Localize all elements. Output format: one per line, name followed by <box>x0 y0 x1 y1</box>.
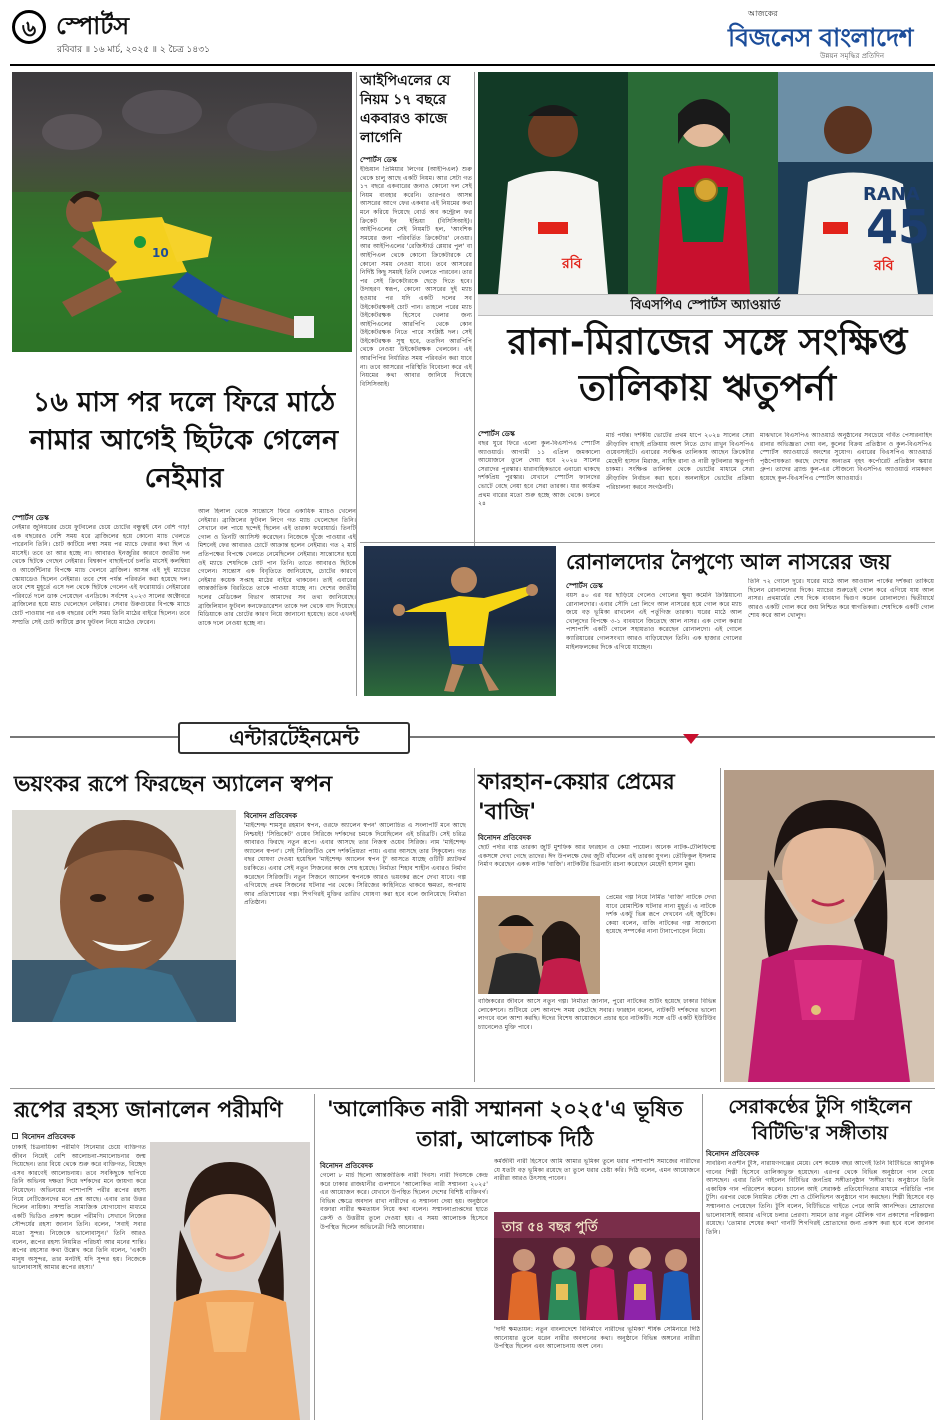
ipl-byline: স্পোর্টস ডেস্ক <box>360 156 397 164</box>
porimoni-byline-icon <box>12 1133 18 1139</box>
tusi-photo <box>724 770 934 1082</box>
serakontho-body: সাবরিনা নওশীন টুসি, নারায়ণগঞ্জের মেয়ে। বেশ কয়েক বছর আগেই তিনি বিটিভিতে আধুনিক গানের শিল্পী হিসেবে তালিকাভুক্ত হয়েছেন। এরপর থেকে বিভিন্ন অনুষ্ঠানে গান গেয়ে আসছেন। এবার তিনি গাইলেন বিটিভির জনপ্রিয় সঙ্গীতানুষ্ঠান 'সঙ্গীতা'য়। অনুষ্ঠানে তিনি একাধিক গান পরিবেশন করেন। চ্যানেল আই সেরাকণ্ঠ প্রতিযোগিতার মাধ্যমে পরিচিতি পান টুসি। এরপর থেকে নিয়মিত স্টেজ শো ও টেলিভিশন অনুষ্ঠানে গান করছেন। শিল্পী হিসেবে বড় সম্মাননাও পেয়েছেন তিনি। টুসি বলেন, বিটিভিতে গাইতে পেরে আমি আনন্দিত। শ্রোতাদের ভালোবাসাই আমার এগিয়ে চলার প্রেরণা। সামনে তার নতুন মৌলিক গান প্রকাশের পরিকল্পনা রয়েছে। 'তোমার শেষের কথা' গানটি শিগগিরই শ্রোতাদের জন্য প্রকাশ করা হবে বলে জানান তিনি। <box>706 1160 934 1236</box>
award-banner-text: বিএসপিএ স্পোর্টস অ্যাওয়ার্ড <box>630 298 781 313</box>
farhan-headline: ফারহান-কেয়ার প্রেমের 'বাজি' <box>478 770 675 825</box>
allen-body: 'মাইশেল্ফ শামসুর রহমান স্বপন, ওরফে অ্যালেন স্বপন' আলোচিত এ সংলাপটি মনে আছে নিশ্চয়ই! 'সিন্ডিকেট' ওয়েব সিরিজে দর্শকদের চমকে দিয়েছিলেন এই চরিত্রটি। সেই চরিত্র আবারও ফিরছে নতুন রূপে। এবার আসছে তার নিজস্ব ওয়েব সিরিজ। নাম 'মাইশেল্ফ অ্যালেন স্বপন'। সেই সিরিজটিও বেশ দর্শকপ্রিয়তা পায়। এবার আসছে তার সিকুয়েল। গত বছর ঘোষণা দেওয়া হয়েছিল 'মাইশেল্ফ অ্যালেন স্বপন টু' আসতে যাচ্ছে ওটিটি প্ল্যাটফর্ম চরকিতে। এবার সেই নতুন সিজনের কাজ শেষ হয়েছে। নির্মাতা শিহাব শাহীন এবারও নির্মাণ করেছেন সিরিজটি। নতুন সিজনে অ্যালেন স্বপনকে আরও ভয়ংকর রূপে দেখা যাবে। গল্প এগিয়েছে প্রথম সিজনের ঘটনার পর থেকে। সিরিজের কাহিনিতে থাকবে ক্ষমতা, অপরাধ আর প্রতিশোধের গল্প। শিগগিরই মুক্তির তারিখ ঘোষণা করা হবে বলে জানিয়েছে নির্মাতা প্রতিষ্ঠান। <box>244 822 466 907</box>
allen-headline: ভয়ংকর রূপে ফিরছেন অ্যালেন স্বপন <box>14 772 333 797</box>
award-headline: রানা-মিরাজের সঙ্গে সংক্ষিপ্ত তালিকায় ঋতুপর্না <box>507 322 908 409</box>
farhan-col3: বাজিকরের জীবনে আসে নতুন গল্প। নির্মাতা জানান, পুরো নাটকের শুটিং হয়েছে ঢাকার বিভিন্ন লোকেশনে। শুটিংয়ে বেশ আনন্দে সময় কেটেছে সবার। ফারহান বলেন, নাটকটি দর্শকদের ভালো লাগবে বলে আশা করছি। ঈদের বিশেষ আয়োজনে প্রচার হবে নাটকটি। সঙ্গে এটি একটি ইউটিউব চ্যানেলেও মুক্তি পাবে। <box>478 998 716 1031</box>
award-col1: বছর ঘুরে ফিরে এলো কুল-বিএসপিএ স্পোর্টস অ্যাওয়ার্ড। আগামী ১১ এপ্রিল জমকালো আয়োজনে তুলে দেয়া হবে ২০২৪ সালের সেরাদের পুরস্কার। ধারাবাহিকভাবে এবারো থাকছে দর্শকপ্রিয় পুরস্কার। যেখানে স্পোর্টস ফ্যানদের ভোটে বেছে নেয়া হবে সেরা তারকা। যার কার্যক্রম প্রথম বারের মতো শুরু হচ্ছে আজ থেকে। চলবে ২৪ <box>478 440 600 508</box>
porimoni-photo <box>150 1142 310 1420</box>
paper-logo: বিজনেস বাংলাদেশ <box>728 23 913 52</box>
sponsor-logo-1: রবি <box>562 256 582 272</box>
award-banner <box>478 294 933 316</box>
ronaldo-photo <box>364 546 556 696</box>
masthead <box>0 0 945 62</box>
women-photo <box>494 1212 700 1320</box>
ipl-headline: আইপিএলের যে নিয়ম ১৭ বছরে একবারও কাজে লাগেনি <box>360 73 451 146</box>
neymar-col1: নেইমার জুনিয়রের চেয়ে ফুটবলের চেয়ে চোটের বন্ধুত্বই যেন বেশি গাঢ়! এক বছরেরও বেশি সময় ধরে ব্রাজিলের হয়ে কোনো ম্যাচ খেলতে পারেননি তিনি। চোট কাটিয়ে লম্বা সময় পর ম্যাচে ফেরার কথা ছিল এ মাসেই। তবে তা আর হচ্ছে না। আবারও ইনজুরির কারণে জাতীয় দল থেকে ছিটকে গেছেন নেইমার। বিশ্বকাপ বাছাইপর্বে চলতি মাসেই কলম্বিয়া ও আর্জেন্টিনার বিপক্ষে ম্যাচ খেলবে ব্রাজিল। আসন্ন এই দুই ম্যাচের স্কোয়াডেও ছিলেন নেইমার। তবে শেষ পর্যন্ত পরিবর্তন করা হয়েছে দল। তবে শেষ মুহূর্তে এসে দল থেকে ছিটকে গেলেন এই ফরোয়ার্ড। নেইমারের পরিবর্তে দলে ডাক পেয়েছেন এনদ্রিকে। সর্বশেষ ২০২৩ সালের অক্টোবরে ব্রাজিলের হয়ে ম্যাচ খেলেছেন নেইমার। সেবার উরুগুয়ের বিপক্ষে ম্যাচে চোট পাওয়ার পর এক বছরের বেশি সময় তিনি মাঠের বাইরে ছিলেন। তবে সম্প্রতি সেই চোট কাটিয়ে ক্লাব ফুটবল নিয়ে মাঠেও ফেরেন। <box>12 524 190 626</box>
award-col2: মার্চ পর্যন্ত। দর্শকীয় ভোটের প্রথম ধাপে ২০২৪ সালের সেরা ক্রীড়াবিদ বাছাই প্রক্রিয়ায় অংশ নিতে চোখ রাখুন বিএসপিএ ওয়েবসাইটে। এবারের সংক্ষিপ্ত তালিকায় আছেন ক্রিকেটার মেহেদী হাসান মিরাজ, নাহিদ রানা ও নারী ফুটবলার ঋতুপর্ণা চাকমা। সংক্ষিপ্ত তালিকা থেকে ভোটের মাধ্যমে সেরা ক্রীড়াবিদ নির্বাচন করা হবে। অনলাইনে ভোটের প্রক্রিয়া পরিচালনা করবে সংগঠনটি। <box>606 432 754 491</box>
ronaldo-headline: রোনালদোর নৈপুণ্যে আল নাসরের জয় <box>566 550 891 574</box>
issue-date: রবিবার ॥ ১৬ মার্চ, ২০২৫ ॥ ২ চৈত্র ১৪৩১ <box>57 45 210 55</box>
serakontho-byline: বিনোদন প্রতিবেদক <box>706 1150 759 1158</box>
svg-text:10: 10 <box>152 246 169 260</box>
award-byline: স্পোর্টস ডেস্ক <box>478 430 515 438</box>
neymar-headline: ১৬ মাস পর দলে ফিরে মাঠে নামার আগেই ছিটকে গেলেন নেইমার <box>29 387 339 494</box>
porimoni-byline: বিনোদন প্রতিবেদক <box>22 1133 75 1141</box>
paper-tagline: উন্নয়ন সমৃদ্ধির প্রতিদিন <box>820 52 885 60</box>
neymar-byline: স্পোর্টস ডেস্ক <box>12 514 49 522</box>
porimoni-body: ঢাকাই চিত্রনায়িকা পরীমণি সিনেমার চেয়ে ব্যক্তিগত জীবন নিয়েই বেশি আলোচনা-সমালোচনার জন্ম দিয়েছেন। তার বিয়ে থেকে শুরু করে ব্যক্তিগত, বিচ্ছেদ এসব কারণেই আলোচনায়। তবে সবকিছুকে ছাপিয়ে তিনি অভিনয় দক্ষতা দিয়ে দর্শকদের মনে জায়গা করে নিয়েছেন। অভিনয়ের পাশাপাশি পরীর রূপের রহস্য নিয়ে নেটিজেনদের মনে প্রশ্ন আছে। এবার তার উত্তর দিলেন নায়িকা। সম্প্রতি সামাজিক যোগাযোগ মাধ্যমে একটি ভিডিও প্রকাশ করেন পরীমণি। সেখানে নিজের সৌন্দর্যের রহস্য জানান তিনি। বলেন, 'সবাই সবার মতো সুন্দর। নিজেকে ভালোবাসুন।' তিনি আরও বলেন, রূপের রহস্য নিয়মিত পরিচর্যা আর মনের শান্তি। রূপের রহস্যের কথা উল্লেখ করে তিনি বলেন, 'একটা মানুষ অসুন্দর, তার মনটাই যদি সুন্দর হয়। নিজেকে ভালোবাসাই আমার রূপের রহস্য।' <box>12 1144 146 1272</box>
women-caption: 'দাদী ক্ষমতায়ন: নতুন বাংলাদেশে বিনির্মাণে নারীদের ভূমিকা' শীর্ষক সেমিনারে দিঠি আনোয়ার তুলে ধরেন নারীর অবদানের কথা। অনুষ্ঠানে বিভিন্ন অঙ্গনের নারীরা উপস্থিত ছিলেন এবং আলোচনায় অংশ নেন। <box>494 1326 700 1351</box>
women-photo-banner: তার ৫৪ বছর পুর্তি <box>502 1220 598 1235</box>
ronaldo-col1: বয়স ৪০ এর ঘর ছাড়িয়ে গেলেও গোলের ক্ষুধা কমেনি ক্রিস্তিয়ানো রোনালদোর। এবার সৌদি প্রো লিগে আল নাসরের হয়ে গোল করে ম্যাচ জয়ে বড় ভূমিকা রাখলেন এই পর্তুগিজ তারকা। ঘরের মাঠে আল খোলুদের বিপক্ষে ৩-১ ব্যবধানে জিতেছে আল নাসর। এক গোল করার পাশাপাশি একটি গোলে সহায়তাও করেছেন রোনালদো। এই গোলে ক্যারিয়ারের গোলসংখ্যা আরও বাড়িয়েছেন তিনি। এক হাজার গোলের মাইলফলকের দিকে এগিয়ে যাচ্ছেন। <box>566 592 742 651</box>
jersey-name: RANA <box>863 184 920 205</box>
allen-byline: বিনোদন প্রতিবেদক <box>244 812 297 820</box>
serakontho-headline: সেরাকণ্ঠের টুসি গাইলেন বিটিভি'র সঙ্গীতায় <box>728 1096 912 1144</box>
farhan-photo <box>478 896 600 994</box>
section-title: স্পোর্টস <box>56 12 130 40</box>
women-byline: বিনোদন প্রতিবেদক <box>320 1162 373 1170</box>
sponsor-logo-2: রবি <box>874 258 894 274</box>
neymar-col2: আল হিলাল থেকে সান্তোসে ফিরে একাধিক ম্যাচও খেলেন নেইমার। ব্রাজিলের ফুটবল লিগে গত ম্যাচ খেলেছেন তিনি। সেখানে বল পায়ে ছন্দেই ছিলেন এই তারকা ফরোয়ার্ড। তিনটি গোল ও তিনটি অ্যাসিস্ট করেছেন। নিজেকে খুঁজে পাওয়ার এই মিশনেই ফের আবারও চোটে আক্রান্ত হলেন নেইমার। গত ২ মার্চ প্রতিপক্ষের বিপক্ষে খেলতে নেমেছিলেন নেইমার। সান্তোসের হয়ে ওই ম্যাচে শেষদিকে চোট পান তিনি। তাতে আবারও ছিটকে গেলেন। সান্তোস এক বিবৃতিতে জানিয়েছে, চোটের কারণে নেইমার কয়েক সপ্তাহ মাঠের বাইরে থাকবেন। তাই এবারের আন্তর্জাতিক বিরতিতে তাকে পাওয়া যাচ্ছে না। দেশের জাতীয় দলের মেডিকেল বিভাগ আমাদের সব তথ্য জানিয়েছে। ব্রাজিলিয়ান ফুটবল কনফেডারেশন তাকে দল থেকে বাদ দিয়েছে। মিডিয়াকে তার চোটের কারণ নিয়ে জানানো হয়েছে। তবে এখনই তাকে দলে নেওয়া হচ্ছে না। <box>198 508 356 627</box>
farhan-col1: ছোট পর্দার ব্যস্ত তারকা জুটি মুশফিক আর ফারহান ও কেয়া পায়েল। অনেক নাটক-টেলিফিল্মে একসঙ্গে দেখা গেছে তাদের। ঈদ উপলক্ষে ফের জুটি বাঁধলেন এই তারকা যুগল। তৌফিকুল ইসলাম নির্মাণ করেছেন একক নাটক 'বাজি'। নাটকটির চিত্রনাট্য রচনা করেছেন মেহেদী হাসান মুন্না। <box>478 844 716 869</box>
paper-prefix: আজকের <box>748 9 778 18</box>
allen-photo <box>12 810 236 1022</box>
ronaldo-byline: স্পোর্টস ডেস্ক <box>566 582 603 590</box>
women-col1: গেলো ৮ মার্চ ছিলো আন্তর্জাতিক নারী দিবস। নারী দিবসকে কেন্দ্র করে ঢাকার রাজধানীর গুলশানে 'আলোকিত নারী সম্মাননা ২০২৫' এর আয়োজন করে। যেখানে উপস্থিত ছিলেন দেশের বিশিষ্ট ব্যক্তিবর্গ। বিভিন্ন ক্ষেত্রে অবদান রাখা নারীদের এ সম্মাননা দেয়া হয়। অনুষ্ঠানে বক্তারা নারীর ক্ষমতায়ন নিয়ে কথা বলেন। সম্মাননাপ্রাপ্তদের হাতে ক্রেস্ট ও উত্তরীয় তুলে দেওয়া হয়। এ সময় আলোচক হিসেবে উপস্থিত ছিলেন অভিনেত্রী দিঠি আনোয়ার। <box>320 1172 488 1231</box>
award-photo <box>478 72 933 294</box>
entertainment-banner <box>178 722 410 754</box>
neymar-photo <box>12 72 352 352</box>
entertainment-title: এন্টারটেইনমেন্ট <box>228 726 360 750</box>
jersey-number: 45 <box>866 200 931 254</box>
ipl-body: ইন্ডিয়ান প্রিমিয়ার লিগের (আইপিএল) শুরু থেকে চালু আছে একটি নিয়ম। আর সেটা গত ১৭ বছরে একবারের জন্যও কোনো দল সেই নিয়ম ব্যবহার করেনি। তারপরও আসন্ন আসরের আগে ফের একবার এই নিয়মের কথা মনে করিয়ে দিয়েছে বোর্ড অব কন্ট্রোল ফর ক্রিকেট ইন ইন্ডিয়া (বিসিসিআই)। আইপিএলের সেই নিয়মটি হল, 'আংশিক সময়ের জন্য পরিবর্তিত ক্রিকেটার' নেওয়া। আর আইপিএলের 'রেজিস্টার্ড প্লেয়ার পুল' বা আইপিএল থেকে কোনো ক্রিকেটারকে যে কোনো সময় নেওয়া যাবে। তবে আসরের নির্দিষ্ট কিছু সময়ই তিনি খেলতে পারবেন। তার পর সেই ক্রিকেটারকে ছেড়ে দিতে হবে। উদাহরণ স্বরূপ, কোনো আসরের দুই ম্যাচ হওয়ার পর যদি একটি দলের সব উইকেটরক্ষকই চোট পান। তাহলে পরের ম্যাচ উইকেটরক্ষক হিসেবে খেলার জন্য আইপিএলের আরপিপি থেকে কোন উইকেটরক্ষক নিতে পারে সংশ্লিষ্ট দল। সেই উইকেটরক্ষক সুস্থ হবে, ততদিন আরপিপি থেকে নেওয়া উইকেটরক্ষক খেলবেন। এই আরপিপির নির্ধারিত সময় পরিবর্তন করা যাবে না। তবে আসরের পরিস্থিতি বিবেচনা করে এই নিয়মের কথা আবার জানিয়ে দিয়েছে বিসিসিআই। <box>360 166 472 388</box>
award-col3: মাঝখানে বিএসপিএ অ্যাওয়ার্ড অনুষ্ঠানের সবচেয়ে গর্বিত পেসারনাহিদ রানার অভিজ্ঞতা দেয়া বল, কুলের বিক্রয় প্রতিষ্ঠান ও কুল-বিএসপিএ স্পোর্টস অ্যাওয়ার্ডে অংশের সুযোগ। এবারের বিএসপিএ অ্যাওয়ার্ড পৃষ্ঠপোষকতা করছে দেশের অন্যতম বৃহৎ কর্পোরেট প্রতিষ্ঠান স্কয়ার গ্রুপ। তাদের ব্র্যান্ড কুল-এর সৌজন্যে বিএসপিএ অ্যাওয়ার্ড নামকরণ হয়েছে কুল-বিএসপিএ স্পোর্টস অ্যাওয়ার্ড। <box>760 432 932 482</box>
farhan-col2: প্রেমের গল্প নিয়ে নির্মিত 'বাজি' নাটকে দেখা যাবে রোমান্টিক ঘটনার নানা মুহূর্ত। এ নাটকে দর্শক একটু ভিন্ন রূপে দেখবেন এই জুটিকে। কেয়া বলেন, বাজি নাটকের গল্প সাজানো হয়েছে সম্পর্কের নানা টানাপোড়েন নিয়ে। <box>606 894 716 936</box>
women-col2: কর্মজীবী নারী হিসেবে আমি আমার ভূমিকা তুলে ধরার পাশাপাশি সমাজের নারীদের যে যতটা বড় ভূমিকা রয়েছে তা তুলে ধরার চেষ্টা করি। দিঠি বলেন, এমন আয়োজনে নারীরা আরও উৎসাহ পাবেন। <box>494 1158 700 1183</box>
farhan-byline: বিনোদন প্রতিবেদক <box>478 834 531 842</box>
section-marker <box>683 734 699 744</box>
page-number: ৬ <box>21 17 37 42</box>
porimoni-headline: রূপের রহস্য জানালেন পরীমণি <box>14 1098 283 1123</box>
women-headline: 'আলোকিত নারী সম্মাননা ২০২৫'এ ভূষিত তারা, আলোচক দিঠি <box>327 1097 683 1151</box>
ronaldo-col2: তিনি ৭২ গোলে দুরে। ঘরের মাঠে আল আওয়াল পার্কের দর্শকরা তাকিয়ে ছিলেন রোনালদোর দিকে। ম্যাচের শুরুতেই গোল করে এগিয়ে যায় আল নাসর। প্রথমার্ধের শেষ দিকে ব্যবধান দ্বিগুণ করেন রোনালদো। দ্বিতীয়ার্ধে আরও একটি গোল করে জয় নিশ্চিত করে স্বাগতিকরা। শেষদিকে একটি গোল শোধ করে আল খোলুদ। <box>748 578 934 620</box>
